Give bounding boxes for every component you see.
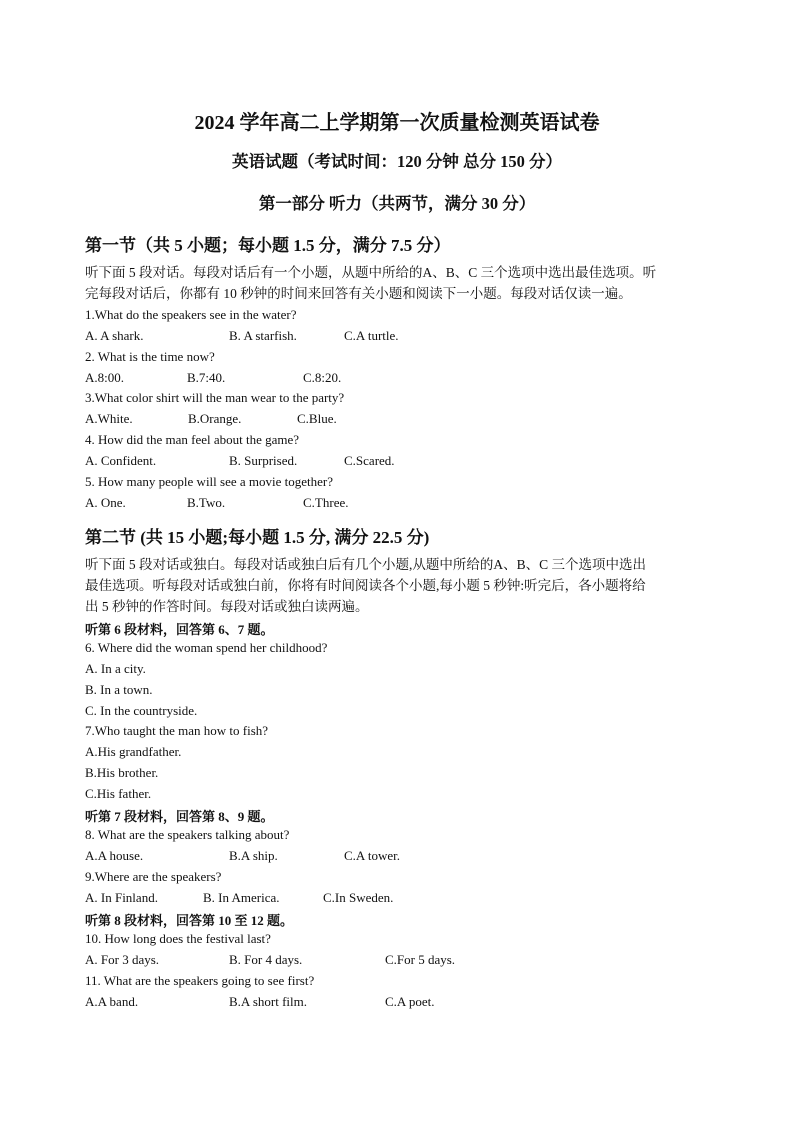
- question-2: 2. What is the time now?: [85, 349, 215, 364]
- q2-option-c: C.8:20.: [303, 370, 342, 385]
- section2-intro-line1: 听下面 5 段对话或独白。每段对话或独白后有几个小题,从题中所给的A、B、C 三个选项中选出: [85, 557, 647, 572]
- q7-option-c: C.His father.: [85, 786, 152, 801]
- question-7: 7.Who taught the man how to fish?: [85, 723, 269, 738]
- q8-option-b: B.A ship.: [229, 848, 278, 863]
- q10-option-a: A. For 3 days.: [85, 952, 160, 967]
- q6-option-b: B. In a town.: [85, 682, 153, 697]
- q11-option-a: A.A band.: [85, 994, 139, 1009]
- q8-option-a: A.A house.: [85, 848, 144, 863]
- section1-heading: 第一节（共 5 小题；每小题 1.5 分，满分 7.5 分）: [85, 236, 451, 255]
- q9-option-c: C.In Sweden.: [323, 890, 394, 905]
- question-6: 6. Where did the woman spend her childhood?: [85, 640, 328, 655]
- section2-intro-line2: 最佳选项。听每段对话或独白前，你将有时间阅读各个小题,每小题 5 秒钟:听完后，各小题将给: [85, 578, 646, 593]
- q1-option-a: A. A shark.: [85, 328, 144, 343]
- exam-subtitle: 英语试题（考试时间：120 分钟 总分 150 分）: [232, 152, 562, 171]
- q6-option-a: A. In a city.: [85, 661, 146, 676]
- part-heading: 第一部分 听力（共两节，满分 30 分）: [258, 194, 536, 213]
- q1-option-c: C.A turtle.: [344, 328, 399, 343]
- question-9: 9.Where are the speakers?: [85, 869, 222, 884]
- material-8-heading: 听第 8 段材料，回答第 10 至 12 题。: [85, 913, 294, 928]
- q5-option-a: A. One.: [85, 495, 126, 510]
- section1-intro-line1: 听下面 5 段对话。每段对话后有一个小题，从题中所给的A、B、C 三个选项中选出最佳选项。听: [85, 265, 657, 280]
- q3-option-a: A.White.: [85, 411, 133, 426]
- q5-option-b: B.Two.: [187, 495, 226, 510]
- question-1: 1.What do the speakers see in the water?: [85, 307, 297, 322]
- q8-option-c: C.A tower.: [344, 848, 400, 863]
- q10-option-b: B. For 4 days.: [229, 952, 303, 967]
- section2-intro-line3: 出 5 秒钟的作答时间。每段对话或独白读两遍。: [85, 599, 369, 614]
- q6-option-c: C. In the countryside.: [85, 703, 198, 718]
- q2-option-b: B.7:40.: [187, 370, 226, 385]
- q4-option-b: B. Surprised.: [229, 453, 298, 468]
- q3-option-b: B.Orange.: [188, 411, 242, 426]
- section2-heading: 第二节 (共 15 小题;每小题 1.5 分, 满分 22.5 分): [85, 528, 430, 547]
- q11-option-b: B.A short film.: [229, 994, 308, 1009]
- q5-option-c: C.Three.: [303, 495, 349, 510]
- q1-option-b: B. A starfish.: [229, 328, 297, 343]
- question-4: 4. How did the man feel about the game?: [85, 432, 300, 447]
- q4-option-c: C.Scared.: [344, 453, 395, 468]
- q7-option-a: A.His grandfather.: [85, 744, 182, 759]
- q7-option-b: B.His brother.: [85, 765, 159, 780]
- q10-option-c: C.For 5 days.: [385, 952, 456, 967]
- exam-title: 2024 学年高二上学期第一次质量检测英语试卷: [194, 112, 600, 134]
- question-3: 3.What color shirt will the man wear to the party?: [85, 390, 345, 405]
- q2-option-a: A.8:00.: [85, 370, 124, 385]
- question-5: 5. How many people will see a movie together?: [85, 474, 334, 489]
- material-6-heading: 听第 6 段材料，回答第 6、7 题。: [85, 622, 274, 637]
- q9-option-a: A. In Finland.: [85, 890, 158, 905]
- question-11: 11. What are the speakers going to see first?: [85, 973, 315, 988]
- question-10: 10. How long does the festival last?: [85, 931, 271, 946]
- material-7-heading: 听第 7 段材料，回答第 8、9 题。: [85, 809, 274, 824]
- q11-option-c: C.A poet.: [385, 994, 435, 1009]
- q3-option-c: C.Blue.: [297, 411, 337, 426]
- q4-option-a: A. Confident.: [85, 453, 157, 468]
- question-8: 8. What are the speakers talking about?: [85, 827, 290, 842]
- section1-intro-line2: 完每段对话后，你都有 10 秒钟的时间来回答有关小题和阅读下一小题。每段对话仅读一遍。: [85, 286, 632, 301]
- q9-option-b: B. In America.: [203, 890, 280, 905]
